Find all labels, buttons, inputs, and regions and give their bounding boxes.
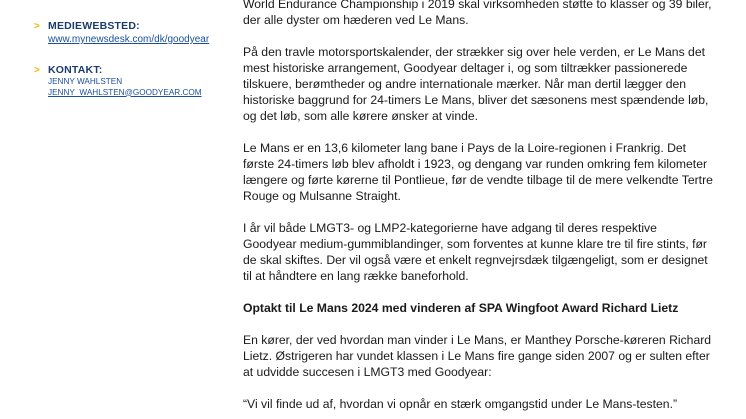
paragraph-intro: World Endurance Championship i 2019 skal virksomheden støtte to klasser og 39 biler, der alle dyster om hæderen ved Le Mans. bbox=[243, 0, 712, 27]
article-body bbox=[243, 0, 713, 419]
sidebar bbox=[34, 20, 234, 116]
paragraph-quote: “Vi vil finde ud af, hvordan vi opnår en stærk omgangstid under Le Mans-testen.” bbox=[243, 397, 678, 411]
contact-name: JENNY WAHLSTEN bbox=[48, 77, 123, 86]
paragraph-driver: En kører, der ved hvordan man vinder i Le Mans, er Manthey Porsche-køreren Richard Lietz. Østrigeren har vundet klassen i Le Mans fire gange siden 2007 og er sulten efter at udvidde succesen i LMGT3 med Goodyear: bbox=[243, 333, 712, 379]
media-label: MEDIEWEBSTED: bbox=[48, 20, 140, 32]
contact-block bbox=[34, 64, 234, 98]
media-link[interactable]: www.mynewsdesk.com/dk/goodyear bbox=[48, 34, 210, 45]
chevron-right-icon: > bbox=[34, 21, 41, 32]
chevron-right-icon: > bbox=[34, 65, 41, 76]
media-block bbox=[34, 20, 234, 46]
media-heading bbox=[34, 20, 234, 33]
section-subheading: Optakt til Le Mans 2024 med vinderen af SPA Wingfoot Award Richard Lietz bbox=[243, 301, 679, 315]
paragraph-calendar: På den travle motorsportskalender, der strækker sig over hele verden, er Le Mans det mest historiske arrangement, Goodyear deltager i, og som tiltrækker passionerede tilskuere, berømtheder og andre internationale mærker. Når man dertil lægger den historiske baggrund for 24-timers Le Mans, bliver det sæsonens mest spændende løb, og det løb, som alle kørere ønsker at vinde. bbox=[243, 45, 709, 123]
paragraph-tyres: I år vil både LMGT3- og LMP2-kategorierne have adgang til deres respektive Goodyear medium-gummiblandinger, som forventes at kunne klare tre til fire stints, før de skal skiftes. Der vil også være et enkelt regnvejrsdæk tilgængeligt, som er designet til at håndtere en lang række baneforhold. bbox=[243, 221, 708, 283]
contact-email-link[interactable]: JENNY_WAHLSTEN@GOODYEAR.COM bbox=[48, 87, 202, 97]
contact-heading bbox=[34, 64, 234, 77]
contact-label: KONTAKT: bbox=[48, 64, 103, 76]
paragraph-track: Le Mans er en 13,6 kilometer lang bane i Pays de la Loire-regionen i Frankrig. Det første 24-timers løb blev afholdt i 1923, og dengang var runden omkring fem kilometer længere og førte kørerne til Pontlieue, før de vendte tilbage til de mere velkendte Tertre Rouge og Mulsanne Straight. bbox=[243, 141, 713, 203]
